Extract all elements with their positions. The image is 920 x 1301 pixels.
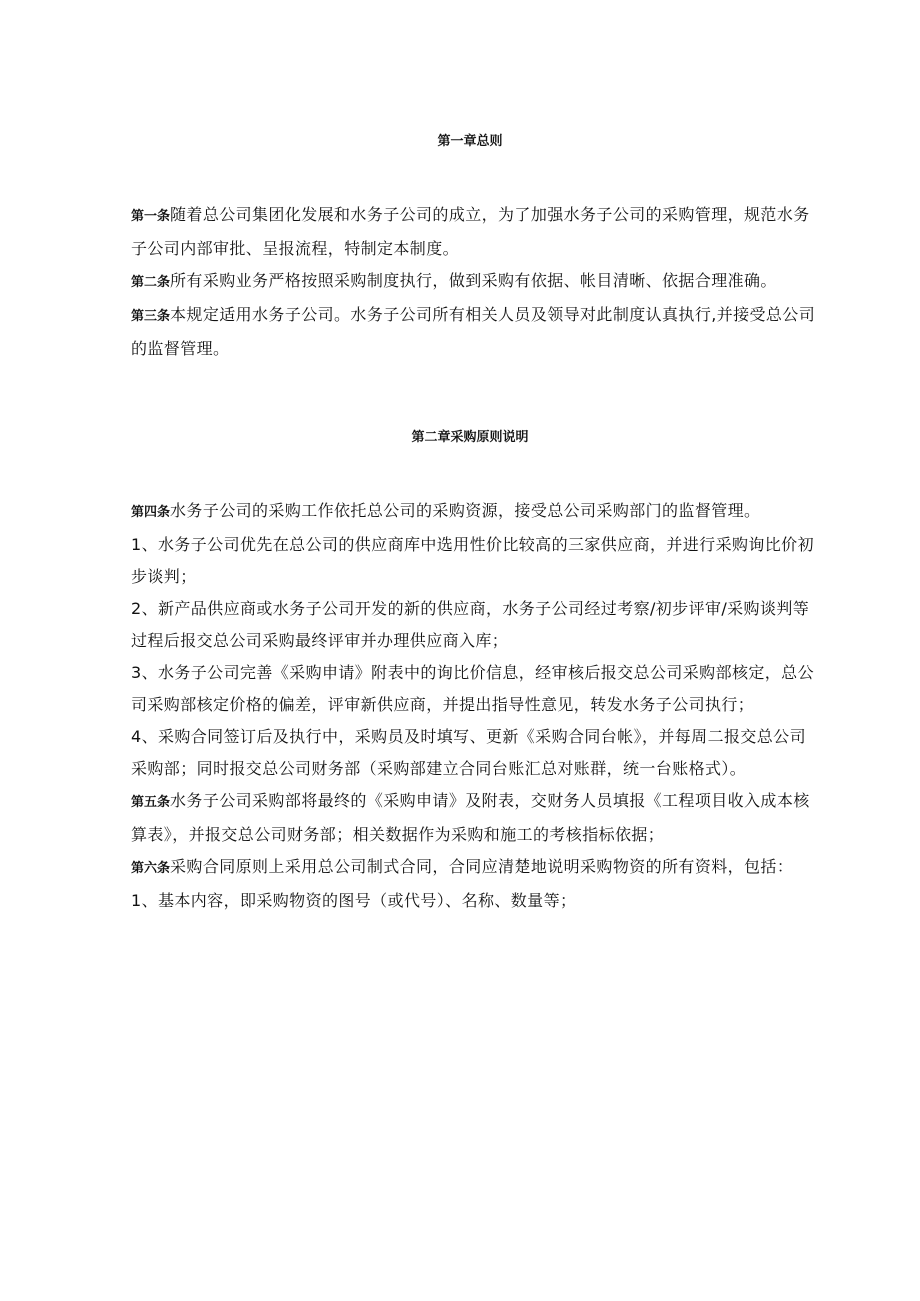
article-6-label: 第六条	[131, 861, 171, 876]
chapter-2-body	[131, 495, 821, 917]
article-1-label: 第一条	[131, 209, 171, 224]
article-4-item-3: 3、水务子公司完善《采购申请》附表中的询比价信息，经审核后报交总公司采购部核定，总公司采购部核定价格的偏差，评审新供应商，并提出指导性意见，转发水务子公司执行；	[131, 663, 814, 714]
chapter-2-title: 第二章采购原则说明	[411, 430, 529, 445]
article-5-label: 第五条	[131, 795, 171, 810]
article-2-label: 第二条	[131, 275, 171, 290]
article-4-text: 水务子公司的采购工作依托总公司的采购资源，接受总公司采购部门的监督管理。	[170, 501, 761, 520]
article-2-text: 所有采购业务严格按照采购制度执行，做到采购有依据、帐目清晰、依据合理准确。	[170, 271, 777, 290]
article-4	[131, 495, 821, 529]
article-3-text: 本规定适用水务子公司。水务子公司所有相关人员及领导对此制度认真执行,并接受总公司的监督管理。	[131, 305, 816, 358]
article-4-item-2: 2、新产品供应商或水务子公司开发的新的供应商，水务子公司经过考察/初步评审/采购谈判等过程后报交总公司采购最终评审并办理供应商入库；	[131, 599, 810, 650]
article-5	[131, 785, 821, 851]
article-4-item-1: 1、水务子公司优先在总公司的供应商库中选用性价比较高的三家供应商，并进行采购询比价初步谈判；	[131, 535, 814, 586]
article-6	[131, 851, 821, 885]
article-1	[131, 199, 821, 265]
article-2	[131, 265, 821, 299]
article-5-text: 水务子公司采购部将最终的《采购申请》及附表，交财务人员填报《工程项目收入成本核算表》，并报交总公司财务部；相关数据作为采购和施工的考核指标依据；	[131, 791, 810, 844]
chapter-1-body	[131, 199, 821, 365]
chapter-1-title: 第一章总则	[437, 134, 503, 149]
article-4-label: 第四条	[131, 505, 171, 520]
article-6-text: 采购合同原则上采用总公司制式合同，合同应清楚地说明采购物资的所有资料，包括：	[170, 857, 794, 876]
article-3	[131, 299, 821, 365]
article-1-text: 随着总公司集团化发展和水务子公司的成立，为了加强水务子公司的采购管理，规范水务子公司内部审批、呈报流程，特制定本制度。	[131, 205, 810, 258]
article-3-label: 第三条	[131, 309, 171, 324]
article-4-item-4: 4、采购合同签订后及执行中，采购员及时填写、更新《采购合同台帐》，并每周二报交总公司采购部；同时报交总公司财务部（采购部建立合同台账汇总对账群，统一台账格式）。	[131, 727, 806, 778]
article-6-item-1: 1、基本内容，即采购物资的图号（或代号）、名称、数量等；	[131, 891, 577, 910]
